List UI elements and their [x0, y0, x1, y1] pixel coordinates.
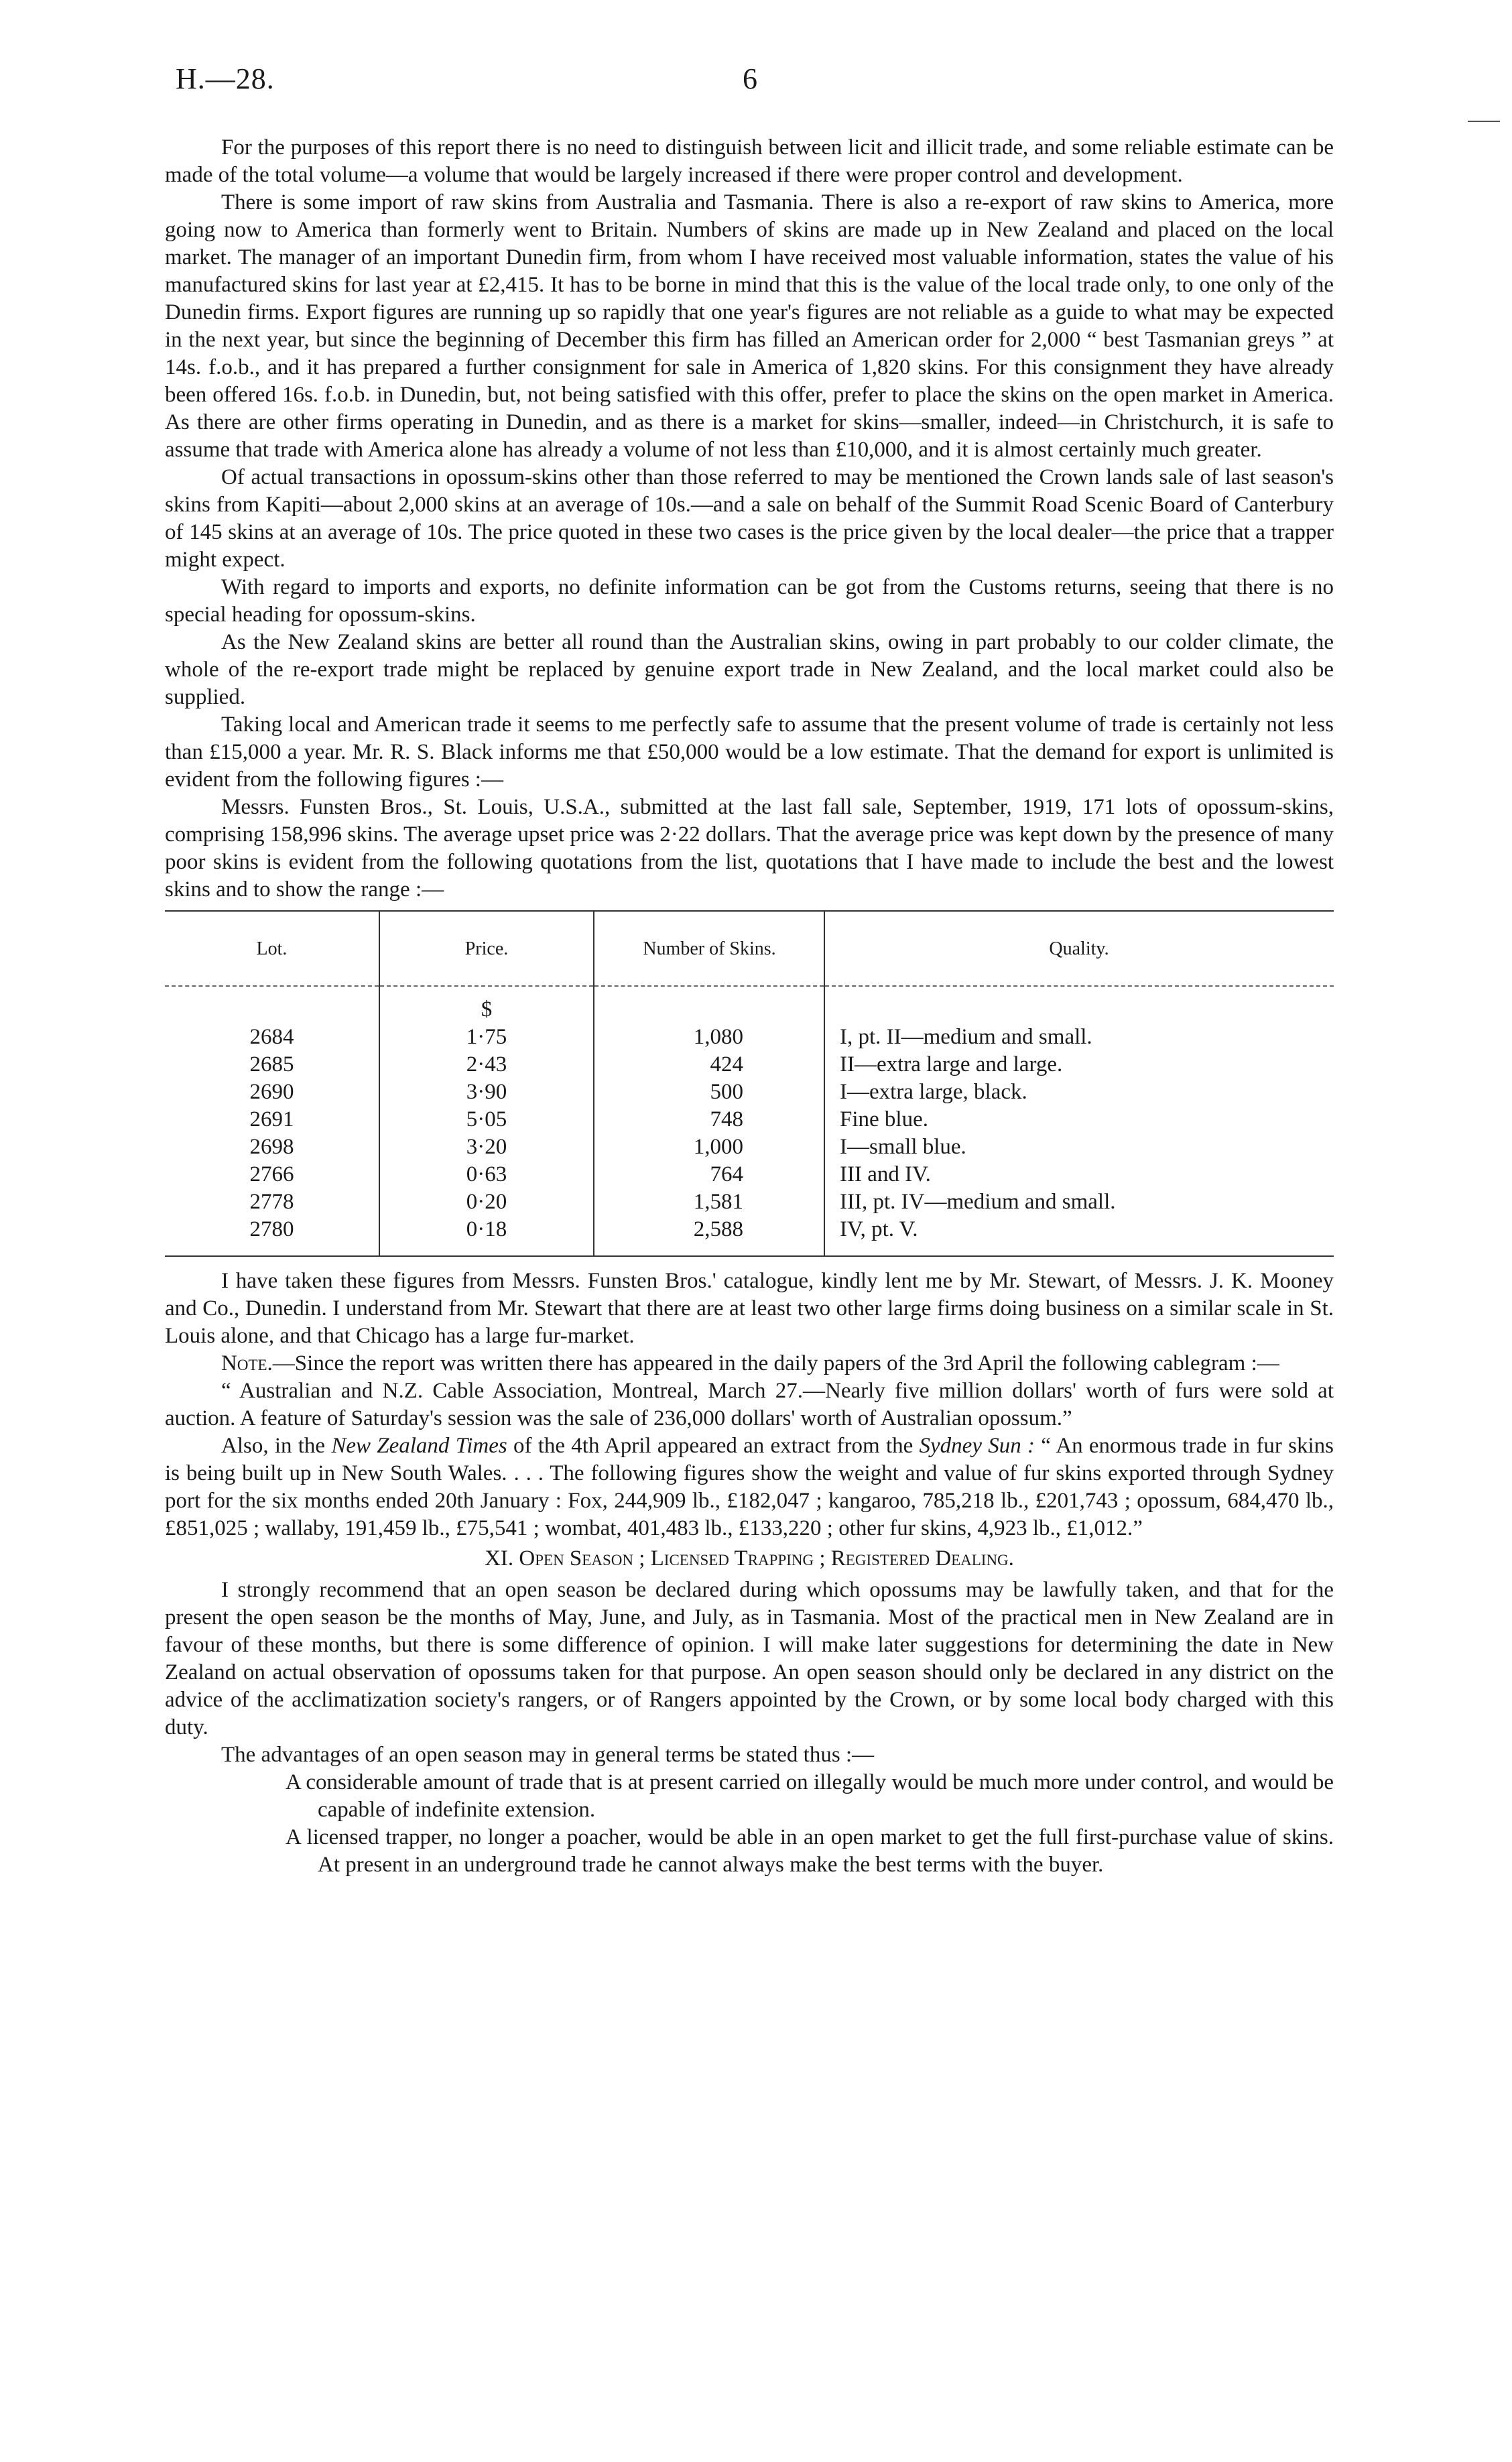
paragraph: For the purposes of this report there is no need to distinguish between licit and illicit trade, and some reliable estimate can be made of the total volume—a volume that would be largely increased if there were proper control and development.	[165, 135, 1334, 187]
price-cell: 2·43	[466, 1052, 507, 1076]
header-price: Price.	[379, 912, 594, 986]
lot-cell: 2685	[249, 1052, 294, 1076]
quality-cell: III and IV.	[840, 1162, 931, 1186]
number-cell: 424	[710, 1052, 743, 1076]
paragraph: Of actual transactions in opossum-skins other than those referred to may be mentioned the Crown lands sale of last season's skins from Kapiti—about 2,000 skins at an average of 10s.—and a sale on behalf of the Summit Road Scenic Board of Canterbury of 145 skins at an average of 10s. The price quoted in these two cases is the price given by the local dealer—the price that a trapper might expect.	[165, 465, 1334, 572]
quality-cell: Fine blue.	[840, 1107, 928, 1131]
paragraph: There is some import of raw skins from Australia and Tasmania. There is also a re-export of raw skins to America, more going now to America than formerly went to Britain. Numbers of skins are made up in New Zealand and placed on the local market. The manager of an important Dunedin firm, from whom I have received most valuable information, states the value of his manufactured skins for last year at £2,415. It has to be borne in mind that this is the value of the local trade only, to one only of the Dunedin firms. Export figures are running up so rapidly that one year's figures are not reliable as a guide to what may be expected in the next year, but since the beginning of December this firm has filled an American order for 2,000 “ best Tasmanian greys ” at 14s. f.o.b., and it has prepared a further consignment for sale in America of 1,820 skins. For this consignment they have already been offered 16s. f.o.b. in Dunedin, but, not being satisfied with this offer, prefer to place the skins on the open market in America. As there are other firms operating in Dunedin, and as there is a market for skins—smaller, indeed—in Christchurch, it is safe to assume that trade with America alone has already a volume of not less than £10,000, and it is almost certainly much greater.	[165, 190, 1334, 462]
skins-table-frame	[165, 910, 1334, 1257]
price-cell: 3·90	[466, 1080, 507, 1104]
quality-cell: IV, pt. V.	[840, 1217, 918, 1241]
number-cell: 764	[710, 1162, 743, 1186]
quality-cell: I, pt. II—medium and small.	[840, 1025, 1092, 1049]
section-heading: XI. Open Season ; Licensed Trapping ; Registered Dealing.	[485, 1546, 1014, 1571]
report-reference: H.—28.	[176, 62, 275, 95]
lot-column	[165, 986, 379, 1255]
paragraph: As the New Zealand skins are better all round than the Australian skins, owing in part probably to our colder climate, the whole of the re-export trade might be replaced by genuine export trade in New Zealand, and the local market could also be supplied.	[165, 630, 1334, 709]
paragraph: Messrs. Funsten Bros., St. Louis, U.S.A., submitted at the last fall sale, September, 1919, 171 lots of opossum-skins, comprising 158,996 skins. The average upset price was 2·22 dollars. That the average price was kept down by the presence of many poor skins is evident from the following quotations from the list, quotations that I have made to include the best and the lowest skins and to show the range :—	[165, 795, 1334, 902]
lot-cell: 2698	[249, 1135, 294, 1159]
quality-cell: I—small blue.	[840, 1135, 966, 1159]
header-number: Number of Skins.	[594, 912, 824, 986]
note-label: Note.	[221, 1351, 273, 1375]
text-run: “ An enormous trade in fur skins is being built up in New South Wales. . . . The following figures show the weight and value of fur skins exported through Sydney port for the six months ended 20th January : Fox, 244,909 lb., £182,047 ; kangaroo, 785,218 lb., £201,743 ; opossum, 684,470 lb., £851,025 ; wallaby, 191,459 lb., £75,541 ; wombat, 401,483 lb., £133,220 ; other fur skins, 4,923 lb., £1,012.”	[165, 1434, 1334, 1540]
margin-mark	[1468, 121, 1500, 122]
price-cell: 3·20	[466, 1135, 507, 1159]
table-header-row	[165, 912, 1334, 986]
paragraph: Taking local and American trade it seems to me perfectly safe to assume that the present volume of trade is certainly not less than £15,000 a year. Mr. R. S. Black informs me that £50,000 would be a low estimate. That the demand for export is unlimited is evident from the following figures :—	[165, 713, 1334, 792]
number-cell: 1,581	[693, 1190, 743, 1214]
quality-cell: III, pt. IV—medium and small.	[840, 1190, 1116, 1214]
note-paragraph	[165, 1350, 1334, 1377]
price-cell: 0·20	[466, 1190, 507, 1214]
price-cell: 0·63	[466, 1162, 507, 1186]
number-cell: 2,588	[693, 1217, 743, 1241]
body-text	[165, 134, 1334, 1879]
text-run: Also, in the	[221, 1434, 332, 1458]
list-item: A licensed trapper, no longer a poacher, would be able in an open market to get the full first-purchase value of skins. At present in an underground trade he cannot always make the best terms with the buyer.	[286, 1825, 1334, 1877]
paragraph: The advantages of an open season may in general terms be stated thus :—	[221, 1743, 875, 1767]
paragraph: I strongly recommend that an open season be declared during which opossums may be lawfully taken, and that for the present the open season be the months of May, June, and July, as in Tasmania. Most of the practical men in New Zealand are in favour of these months, but there is some difference of opinion. I will make later suggestions for determining the date in New Zealand on actual observation of opossums taken for that purpose. An open season should only be declared in any district on the advice of the acclimatization society's rangers, or of Rangers appointed by the Crown, or by some local body charged with this duty.	[165, 1578, 1334, 1739]
cablegram-quote: “ Australian and N.Z. Cable Association, Montreal, March 27.—Nearly five million dollars' worth of furs were sold at auction. A feature of Saturday's session was the sale of 236,000 dollars' worth of Australian opossum.”	[165, 1379, 1334, 1430]
currency-symbol: $	[481, 997, 493, 1022]
price-column	[379, 986, 594, 1255]
price-cell: 0·18	[466, 1217, 507, 1241]
number-cell: 500	[710, 1080, 743, 1104]
quality-cell: I—extra large, black.	[840, 1080, 1027, 1104]
paragraph: With regard to imports and exports, no definite information can be got from the Customs returns, seeing that there is no special heading for opossum-skins.	[165, 575, 1334, 627]
skins-table	[165, 912, 1334, 1255]
lot-cell: 2690	[249, 1080, 294, 1104]
newspaper-title: Sydney Sun :	[919, 1434, 1035, 1458]
text-run: of the 4th April appeared an extract from the	[507, 1434, 920, 1458]
newspaper-title: New Zealand Times	[331, 1434, 507, 1458]
note-text: —Since the report was written there has appeared in the daily papers of the 3rd April the following cablegram :—	[272, 1351, 1279, 1375]
lot-cell: 2780	[249, 1217, 294, 1241]
number-cell: 1,080	[693, 1025, 743, 1049]
table-body	[165, 986, 1334, 1255]
header-quality: Quality.	[824, 912, 1334, 986]
lot-cell: 2691	[249, 1107, 294, 1131]
number-cell: 748	[710, 1107, 743, 1131]
price-cell: 5·05	[466, 1107, 507, 1131]
header-lot: Lot.	[165, 912, 379, 986]
lot-cell: 2778	[249, 1190, 294, 1214]
number-cell: 1,000	[693, 1135, 743, 1159]
paragraph: I have taken these figures from Messrs. Funsten Bros.' catalogue, kindly lent me by Mr. Stewart, of Messrs. J. K. Mooney and Co., Dunedin. I understand from Mr. Stewart that there are at least two other large firms doing business on a similar scale in St. Louis alone, and that Chicago has a large fur-market.	[165, 1269, 1334, 1348]
sydney-sun-paragraph	[165, 1432, 1334, 1542]
quality-cell: II—extra large and large.	[840, 1052, 1063, 1076]
lot-cell: 2766	[249, 1162, 294, 1186]
quality-column	[824, 986, 1334, 1255]
page-number: 6	[743, 62, 757, 95]
lot-cell: 2684	[249, 1025, 294, 1049]
list-item: A considerable amount of trade that is at present carried on illegally would be much more under control, and would be capable of indefinite extension.	[286, 1770, 1334, 1822]
price-cell: 1·75	[466, 1025, 507, 1049]
number-column	[594, 986, 824, 1255]
